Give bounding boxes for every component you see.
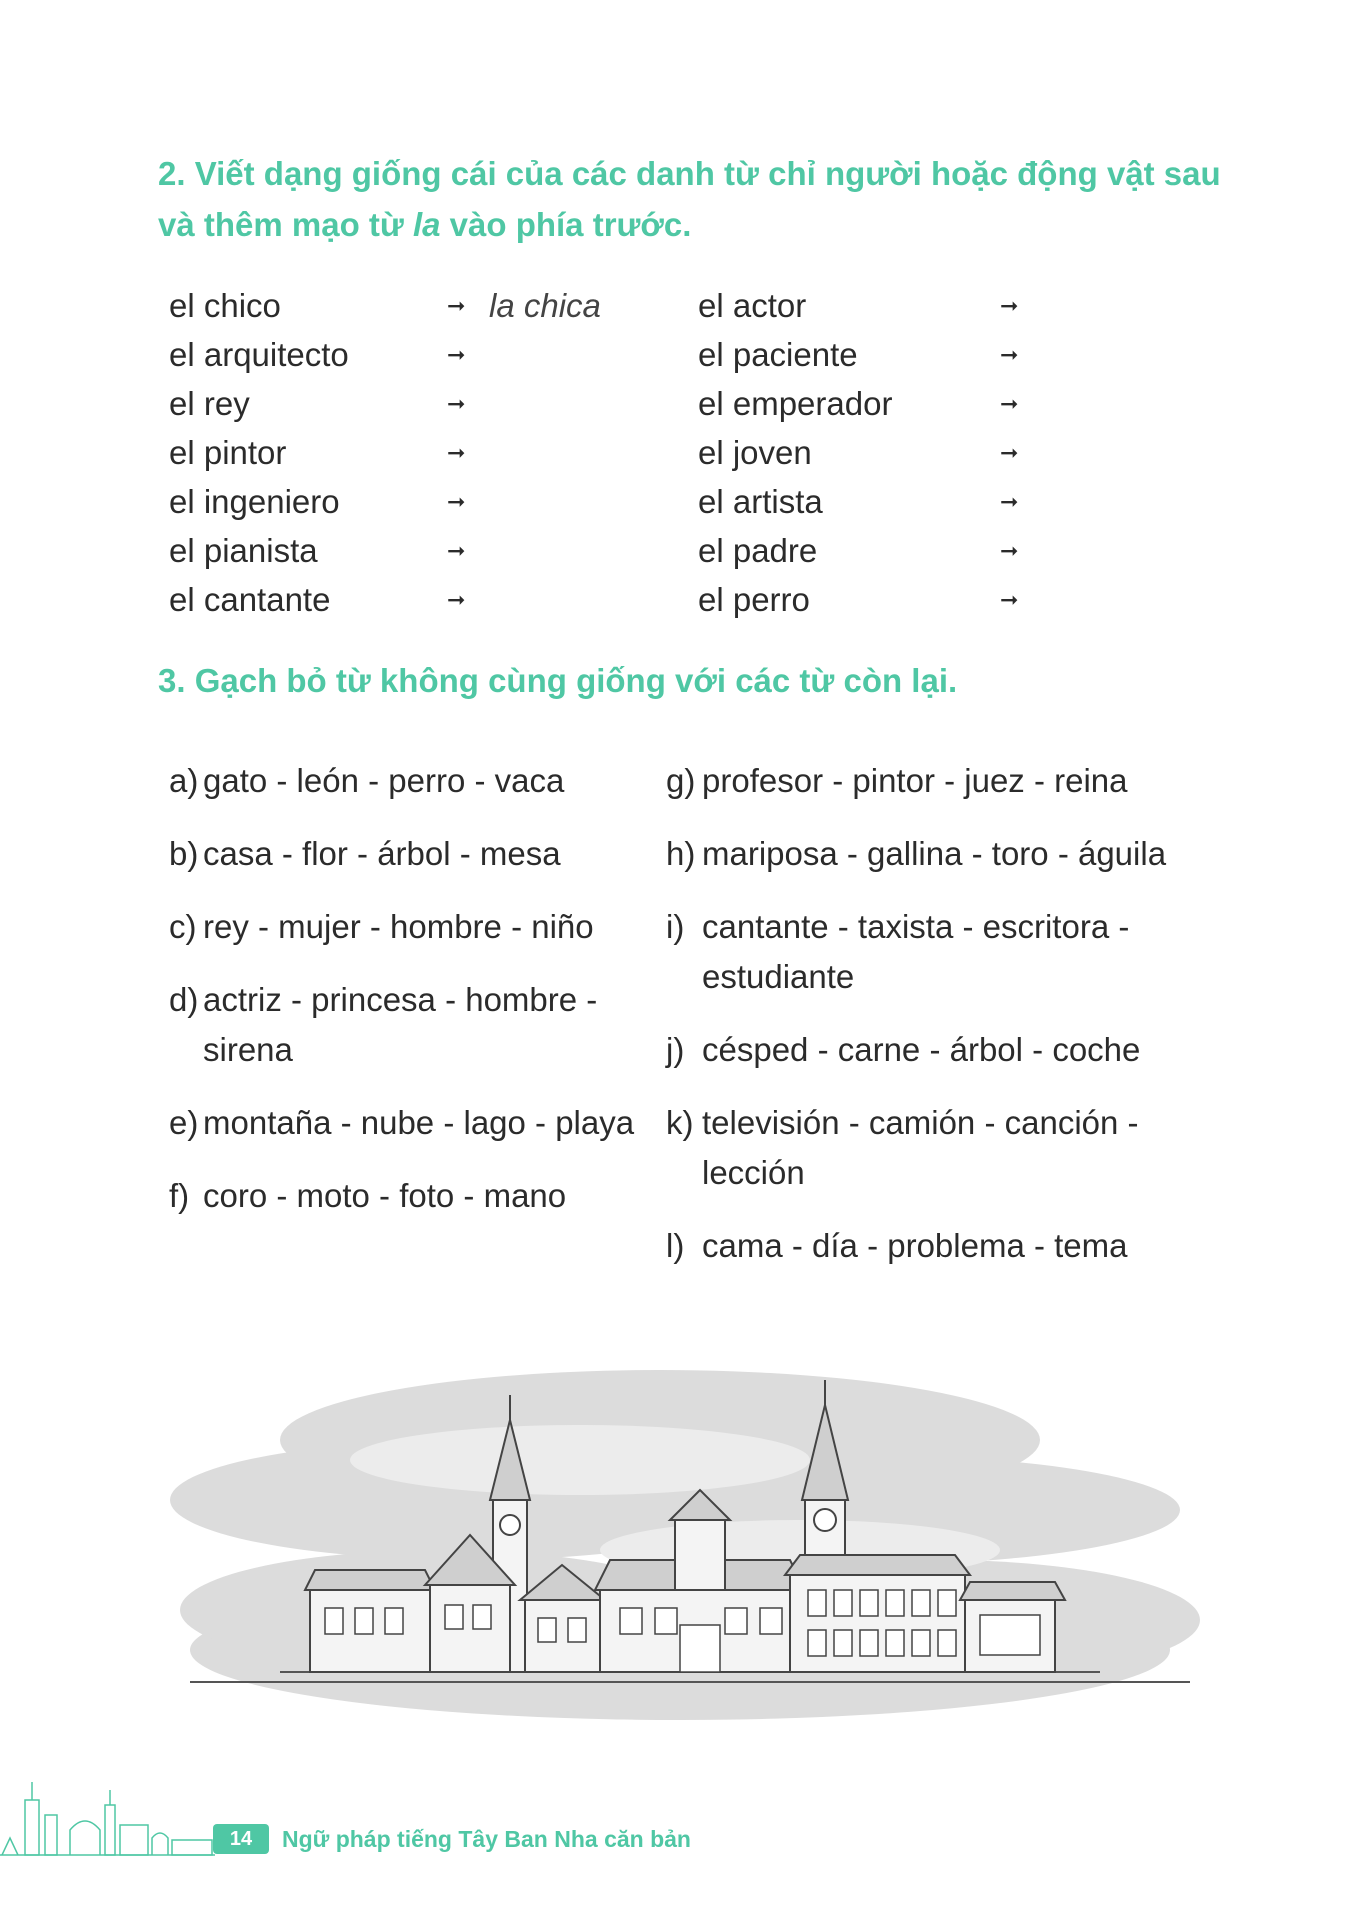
noun-masculine: el artista: [698, 483, 823, 520]
arrow-right-icon: ➞: [447, 538, 466, 563]
item-words: televisión - camión - canción - lección: [702, 1104, 1139, 1191]
exercise-2-heading: [158, 148, 1238, 250]
exercise-2-row: [169, 526, 669, 575]
arrow-right-icon: ➞: [1000, 440, 1019, 465]
item-label: i): [666, 908, 685, 945]
item-words: montaña - nube - lago - playa: [203, 1104, 635, 1141]
item-words: mariposa - gallina - toro - águila: [702, 835, 1167, 872]
noun-masculine: el actor: [698, 287, 807, 324]
exercise-3-item: [169, 756, 659, 806]
exercise-3-item: [666, 1221, 1226, 1271]
page-number: 14: [213, 1824, 269, 1854]
exercise-3-left-column: [169, 756, 659, 1244]
noun-masculine: el pintor: [169, 434, 287, 471]
exercise-3-item: [169, 1171, 659, 1221]
exercise-2-row: [698, 379, 1038, 428]
exercise-3-right-column: [666, 756, 1226, 1294]
item-label: e): [169, 1104, 199, 1141]
item-label: d): [169, 981, 199, 1018]
exercise-2-row: [698, 428, 1038, 477]
noun-masculine: el perro: [698, 581, 810, 618]
exercise-2-row: [698, 330, 1038, 379]
noun-masculine: el pianista: [169, 532, 318, 569]
exercise-2-row: [698, 526, 1038, 575]
noun-masculine: el arquitecto: [169, 336, 349, 373]
item-label: h): [666, 835, 696, 872]
exercise-2-row: [169, 281, 669, 330]
exercise-2-row: [698, 575, 1038, 624]
footer-skyline-icon: [0, 1760, 215, 1860]
noun-masculine: el cantante: [169, 581, 331, 618]
item-words: césped - carne - árbol - coche: [702, 1031, 1141, 1068]
town-illustration: [140, 1350, 1220, 1760]
noun-masculine: el joven: [698, 434, 812, 471]
arrow-right-icon: ➞: [447, 489, 466, 514]
exercise-3-item: [666, 829, 1226, 879]
arrow-right-icon: ➞: [1000, 293, 1019, 318]
exercise-3-item: [169, 975, 659, 1075]
item-words: profesor - pintor - juez - reina: [702, 762, 1128, 799]
item-words: cama - día - problema - tema: [702, 1227, 1128, 1264]
noun-masculine: el emperador: [698, 385, 893, 422]
exercise-3-item: [169, 829, 659, 879]
exercise-2-left-column: [169, 281, 669, 624]
item-label: f): [169, 1177, 190, 1214]
item-words: gato - león - perro - vaca: [203, 762, 565, 799]
item-label: l): [666, 1227, 685, 1264]
exercise-2-row: [169, 477, 669, 526]
arrow-right-icon: ➞: [447, 342, 466, 367]
item-label: j): [666, 1031, 685, 1068]
arrow-right-icon: ➞: [447, 440, 466, 465]
noun-masculine: el paciente: [698, 336, 858, 373]
book-title: Ngữ pháp tiếng Tây Ban Nha căn bản: [282, 1826, 691, 1852]
noun-masculine: el rey: [169, 385, 250, 422]
exercise-3-heading: 3. Gạch bỏ từ không cùng giống với các từ còn lại.: [158, 662, 958, 699]
arrow-right-icon: ➞: [1000, 587, 1019, 612]
item-label: g): [666, 762, 696, 799]
answer-feminine: la chica: [489, 287, 601, 324]
item-words: cantante - taxista - escritora - estudiante: [702, 908, 1130, 995]
item-label: k): [666, 1104, 694, 1141]
arrow-right-icon: ➞: [447, 587, 466, 612]
noun-masculine: el chico: [169, 287, 281, 324]
arrow-right-icon: ➞: [1000, 342, 1019, 367]
arrow-right-icon: ➞: [1000, 489, 1019, 514]
exercise-3-item: [666, 1098, 1226, 1198]
exercise-2-heading-text: 2. Viết dạng giống cái của các danh từ chỉ người hoặc động vật sau và thêm mạo từ: [158, 155, 1221, 243]
arrow-right-icon: ➞: [1000, 538, 1019, 563]
exercise-2-heading-text-end: vào phía trước.: [440, 206, 692, 243]
exercise-2-row: [698, 477, 1038, 526]
arrow-right-icon: ➞: [1000, 391, 1019, 416]
item-words: coro - moto - foto - mano: [203, 1177, 567, 1214]
item-label: a): [169, 762, 199, 799]
exercise-2-heading-article: la: [412, 206, 441, 243]
arrow-right-icon: ➞: [447, 391, 466, 416]
exercise-3-item: [666, 756, 1226, 806]
exercise-2-row: [169, 575, 669, 624]
exercise-2-row: [169, 379, 669, 428]
exercise-2-row: [169, 330, 669, 379]
item-label: b): [169, 835, 199, 872]
exercise-2-row: [698, 281, 1038, 330]
exercise-3-item: [169, 1098, 659, 1148]
item-words: rey - mujer - hombre - niño: [203, 908, 594, 945]
exercise-3-item: [666, 1025, 1226, 1075]
item-words: actriz - princesa - hombre - sirena: [203, 981, 598, 1068]
exercise-2-row: [169, 428, 669, 477]
item-label: c): [169, 908, 197, 945]
item-words: casa - flor - árbol - mesa: [203, 835, 561, 872]
noun-masculine: el padre: [698, 532, 818, 569]
noun-masculine: el ingeniero: [169, 483, 340, 520]
exercise-3-item: [666, 902, 1226, 1002]
arrow-right-icon: ➞: [447, 293, 466, 318]
exercise-2-right-column: [698, 281, 1038, 624]
exercise-3-item: [169, 902, 659, 952]
